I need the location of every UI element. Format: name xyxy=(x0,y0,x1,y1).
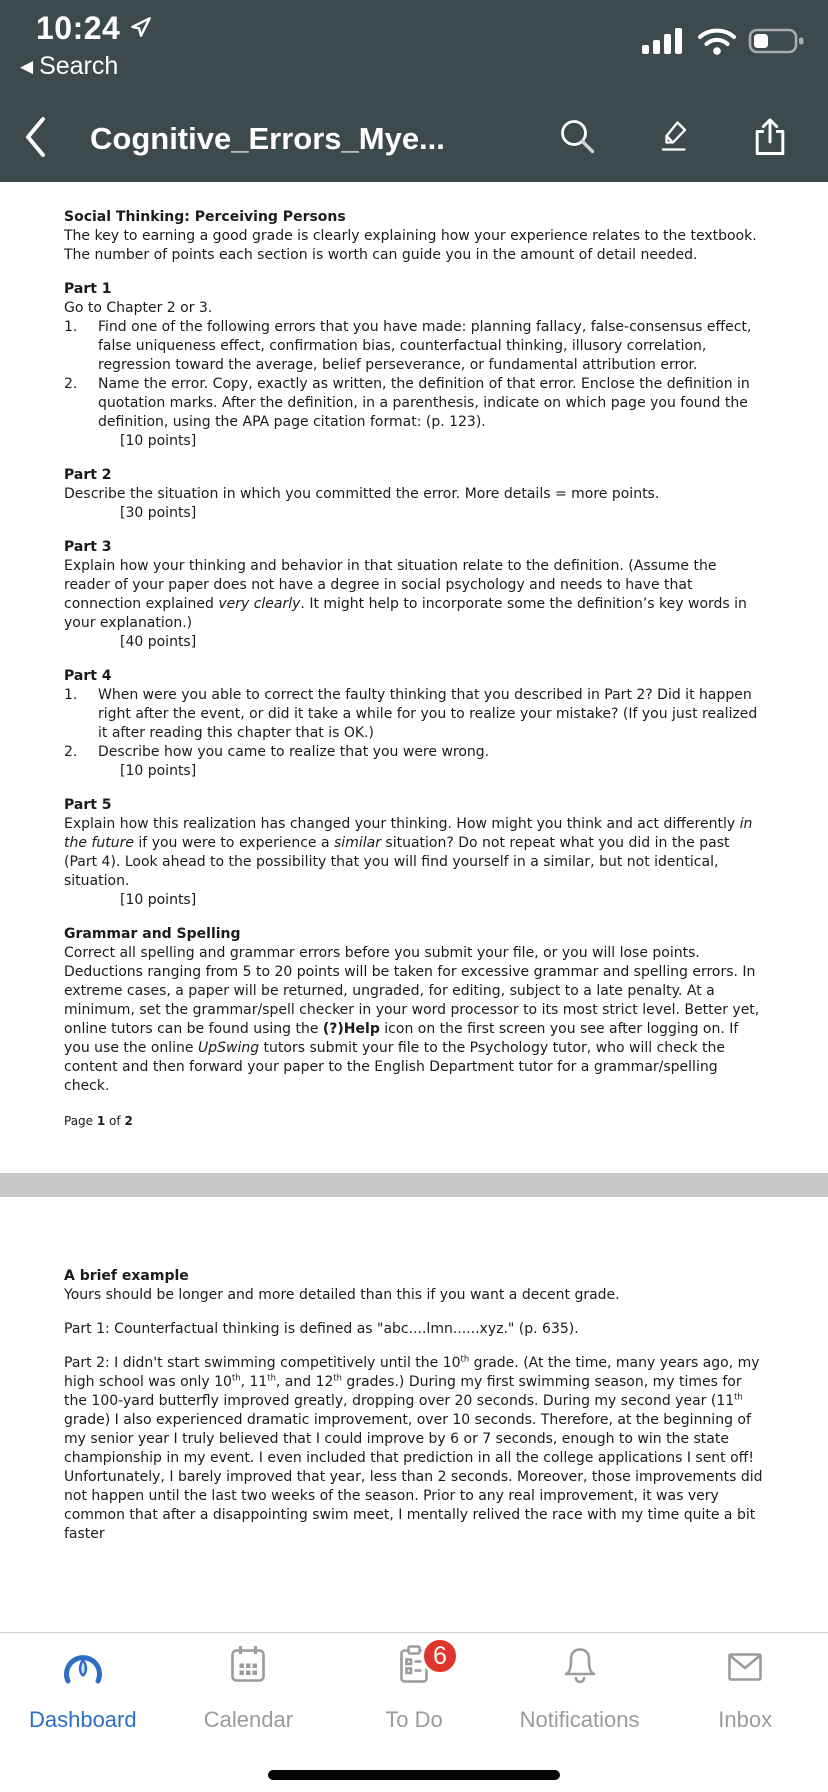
page-separator xyxy=(0,1173,828,1197)
doc-heading-part-2: Part 2 xyxy=(64,467,112,483)
document-page-1 xyxy=(0,182,828,1129)
wifi-icon xyxy=(696,26,738,61)
back-button[interactable] xyxy=(6,109,64,169)
doc-heading-part-3: Part 3 xyxy=(64,539,112,555)
doc-points: [10 points] xyxy=(120,892,197,908)
doc-heading-social-thinking: Social Thinking: Perceiving Persons xyxy=(64,209,346,225)
tab-bar-items xyxy=(0,1633,828,1733)
notifications-bell-icon xyxy=(557,1642,603,1693)
doc-heading-part-1: Part 1 xyxy=(64,281,112,297)
back-to-search-button[interactable] xyxy=(20,52,118,81)
doc-points: [10 points] xyxy=(120,433,197,449)
doc-list-item: 1. When were you able to correct the faulty thinking that you described in Part 2? Did it happen right after the event, or did it take a while for you to realize your mistake? (If you just realized it after reading this chapter that is OK.) xyxy=(64,687,758,741)
todo-badge: 6 xyxy=(421,1637,459,1675)
status-icons xyxy=(640,26,806,61)
doc-paragraph: Explain how this realization has changed your thinking. How might you think and act differently in the future if you were to experience a similar situation? Do not repeat what you did in the past (Part 4). Look ahead to the possibility that you will find yourself in a similar, but not identical, situation. xyxy=(64,816,753,889)
doc-list-item: 2. Name the error. Copy, exactly as written, the definition of that error. Enclose the definition in quotation marks. After the definition, in a parenthesis, indicate on which page you found the definition, using the APA page citation format: (p. 123). xyxy=(64,376,750,430)
nav-bar xyxy=(0,96,828,182)
doc-paragraph: Go to Chapter 2 or 3. xyxy=(64,300,213,316)
doc-paragraph: Explain how your thinking and behavior in that situation relate to the definition. (Assume the reader of your paper does not have a degree in social psychology and needs to have that connection explained very clearly. It might help to incorporate some the definition’s key words in your explanation.) xyxy=(64,558,747,631)
share-button[interactable] xyxy=(722,107,818,171)
tab-todo[interactable] xyxy=(331,1641,497,1733)
doc-paragraph: Part 1: Counterfactual thinking is defined as "abc....lmn......xyz." (p. 635). xyxy=(64,1321,579,1337)
page-title: Cognitive_Errors_Mye... xyxy=(90,121,445,156)
doc-paragraph: Part 2: I didn't start swimming competitively until the 10th grade. (At the time, many years ago, my high school was only 10th, 11th, and 12th grades.) During my first swimming season, my times for the 100-yard butterfly improved greatly, dropping over 20 seconds. During my second year (11th grade) I also experienced dramatic improvement, over 10 seconds. Therefore, at the beginning of my senior year I truly believed that I could improve by 6 or 7 seconds, enough to win the state championship in my event. I even included that prediction in all the college applications I sent off! Unfortunately, I barely improved that year, less than 2 seconds. Moreover, those improvements did not happen until the last two weeks of the season. Prior to any real improvement, it was very common that after a disappointing swim meet, I mentally relived the race with my time quite a bit faster xyxy=(64,1353,763,1542)
status-time: 10:24 xyxy=(36,10,121,46)
doc-heading-part-4: Part 4 xyxy=(64,668,112,684)
search-button[interactable] xyxy=(530,107,626,171)
cell-signal-icon xyxy=(640,26,686,61)
dashboard-gauge-icon xyxy=(60,1648,106,1693)
tab-inbox[interactable] xyxy=(662,1647,828,1733)
doc-points: [30 points] xyxy=(120,505,197,521)
highlighter-icon xyxy=(654,117,694,162)
doc-heading-brief-example: A brief example xyxy=(64,1268,189,1284)
battery-icon xyxy=(748,27,806,60)
doc-paragraph: The key to earning a good grade is clearly explaining how your experience relates to the textbook. The number of points each section is worth can guide you in the amount of detail needed. xyxy=(64,228,757,263)
tab-bar xyxy=(0,1632,828,1792)
location-arrow-icon xyxy=(128,14,154,45)
tab-todo-label: To Do xyxy=(385,1707,443,1732)
tab-inbox-label: Inbox xyxy=(718,1707,773,1732)
back-chevron-icon xyxy=(22,115,48,164)
tab-notifications[interactable] xyxy=(497,1647,663,1733)
nav-actions xyxy=(530,107,818,171)
back-triangle-icon: ◀ xyxy=(20,57,34,76)
doc-list-item: 1. Find one of the following errors that you have made: planning fallacy, false-consensus effect, false uniqueness effect, confirmation bias, counterfactual thinking, illusory correlation, regression toward the average, belief perseverance, or fundamental attribution error. xyxy=(64,319,752,373)
tab-calendar[interactable] xyxy=(166,1647,332,1733)
tab-notifications-label: Notifications xyxy=(519,1707,640,1732)
doc-paragraph: Correct all spelling and grammar errors before you submit your file, or you will lose points. Deductions ranging from 5 to 20 points will be taken for excessive grammar and spelling errors. In extreme cases, a paper will be returned, ungraded, for editing, subject to a late penalty. At a minimum, set the grammar/spell checker in your word processor to its most strict level. Better yet, online tutors can be found using the (?)Help icon on the first screen you see after logging on. If you use the online UpSwing tutors submit your file to the Psychology tutor, who will check the content and then forward your paper to the English Department tutor for a grammar/spelling check. xyxy=(64,945,760,1094)
doc-points: [40 points] xyxy=(120,634,197,650)
tab-dashboard-label: Dashboard xyxy=(28,1707,137,1732)
home-indicator[interactable] xyxy=(268,1770,560,1780)
back-to-search-label: Search xyxy=(39,52,119,80)
doc-points: [10 points] xyxy=(120,763,197,779)
doc-heading-grammar: Grammar and Spelling xyxy=(64,926,241,942)
annotate-button[interactable] xyxy=(626,107,722,171)
tab-dashboard[interactable] xyxy=(0,1647,166,1733)
document-viewer[interactable] xyxy=(0,182,828,1632)
doc-page-footer: Page 1 of 2 xyxy=(64,1114,133,1128)
doc-heading-part-5: Part 5 xyxy=(64,797,112,813)
doc-list-item: 2. Describe how you came to realize that you were wrong. xyxy=(64,744,490,760)
share-icon xyxy=(748,115,792,164)
search-icon xyxy=(555,114,601,165)
tab-calendar-label: Calendar xyxy=(203,1707,294,1732)
header xyxy=(0,0,828,182)
inbox-envelope-icon xyxy=(722,1646,768,1693)
doc-paragraph: Describe the situation in which you committed the error. More details = more points. xyxy=(64,486,660,502)
doc-paragraph: Yours should be longer and more detailed than this if you want a decent grade. xyxy=(64,1287,620,1303)
calendar-icon xyxy=(225,1642,271,1693)
document-page-2 xyxy=(0,1197,828,1544)
